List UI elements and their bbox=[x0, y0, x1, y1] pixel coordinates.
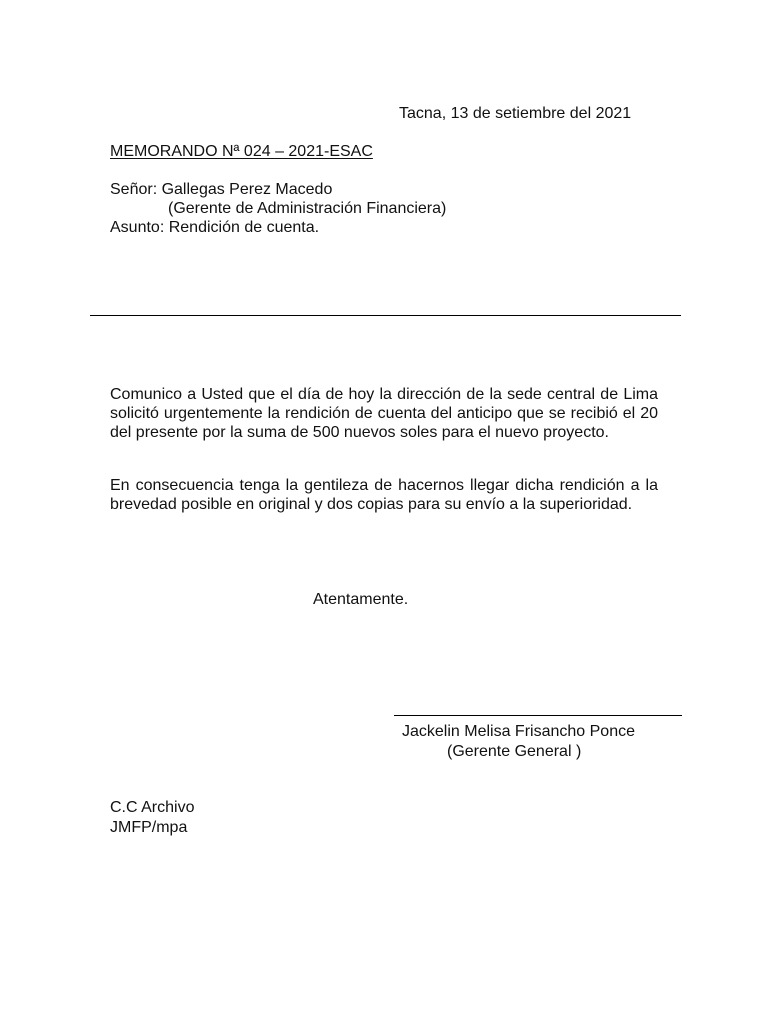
header-divider bbox=[90, 315, 681, 316]
date-line: Tacna, 13 de setiembre del 2021 bbox=[399, 105, 632, 122]
recipient-role: (Gerente de Administración Financiera) bbox=[168, 200, 447, 217]
body-paragraph-2: En consecuencia tenga la gentileza de hacernos llegar dicha rendición a la brevedad posible en original y dos copias para su envío a la superioridad. bbox=[110, 477, 658, 513]
signer-role: (Gerente General ) bbox=[447, 743, 582, 760]
body-paragraph-1: Comunico a Usted que el día de hoy la dirección de la sede central de Lima solicitó urgentemente la rendición de cuenta del anticipo que se recibió el 20 del presente por la suma de 500 nuevos soles para el nuevo proyecto. bbox=[110, 386, 658, 441]
reference-initials: JMFP/mpa bbox=[110, 819, 188, 836]
memo-number: MEMORANDO Nª 024 – 2021-ESAC bbox=[110, 143, 373, 160]
subject-label: Asunto: bbox=[110, 219, 165, 236]
signature-line bbox=[394, 715, 682, 716]
signer-name: Jackelin Melisa Frisancho Ponce bbox=[402, 723, 635, 740]
cc-line: C.C Archivo bbox=[110, 799, 195, 816]
subject-text: Rendición de cuenta. bbox=[168, 219, 320, 236]
closing-salutation: Atentamente. bbox=[313, 591, 409, 608]
recipient-line: Señor: Gallegas Perez Macedo bbox=[110, 181, 333, 198]
subject-line bbox=[110, 218, 319, 237]
